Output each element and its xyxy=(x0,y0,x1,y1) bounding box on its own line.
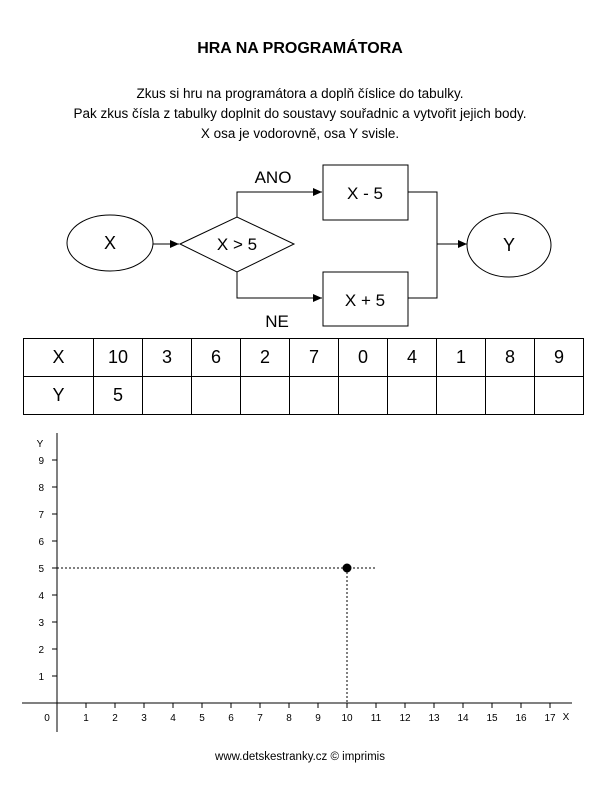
x-tick-label: 14 xyxy=(457,713,469,724)
yes-action-box xyxy=(323,165,408,220)
y-header: Y xyxy=(24,377,94,415)
x-tick-label: 7 xyxy=(257,713,263,724)
coordinate-grid xyxy=(0,425,600,735)
output-label: Y xyxy=(502,235,516,255)
condition-label: X > 5 xyxy=(216,235,258,254)
y-cell[interactable]: 5 xyxy=(94,377,143,415)
page-title: HRA NA PROGRAMÁTORA xyxy=(197,40,403,57)
no-action-box xyxy=(323,272,408,326)
x-tick-label: 3 xyxy=(141,713,147,724)
no-arrow xyxy=(237,272,322,298)
y-cell[interactable] xyxy=(241,377,290,415)
x-tick-label: 12 xyxy=(399,713,411,724)
y-cell[interactable] xyxy=(535,377,584,415)
y-cell[interactable] xyxy=(290,377,339,415)
y-tick-label: 1 xyxy=(38,672,44,683)
instruction-line-2: Pak zkus čísla z tabulky doplnit do soustavy souřadnic a vytvořit jejich body. xyxy=(73,106,527,121)
x-tick-label: 5 xyxy=(199,713,205,724)
footer-credit: www.detskestranky.cz © imprimis xyxy=(215,751,385,763)
x-tick-label: 8 xyxy=(286,713,292,724)
instruction-line-3: X osa je vodorovně, osa Y svisle. xyxy=(200,126,400,141)
y-cell[interactable] xyxy=(192,377,241,415)
x-tick-label: 9 xyxy=(315,713,321,724)
output-node xyxy=(467,213,551,277)
x-tick-label: 10 xyxy=(341,713,353,724)
no-label: NE xyxy=(265,312,289,331)
y-cell[interactable] xyxy=(486,377,535,415)
x-cell: 0 xyxy=(339,339,388,377)
input-label: X xyxy=(103,233,117,253)
x-cell: 3 xyxy=(143,339,192,377)
x-cell: 9 xyxy=(535,339,584,377)
instruction-line-1: Zkus si hru na programátora a doplň číslice do tabulky. xyxy=(136,86,464,101)
decision-node xyxy=(180,217,294,272)
x-header: X xyxy=(24,339,94,377)
x-tick-label: 15 xyxy=(486,713,498,724)
yes-arrow xyxy=(237,192,322,217)
x-tick-label: 6 xyxy=(228,713,234,724)
yes-action-label: X - 5 xyxy=(347,184,383,203)
merge-line xyxy=(408,192,437,298)
y-tick-label: 8 xyxy=(38,483,44,494)
y-tick-label: 9 xyxy=(38,456,44,467)
x-tick-label: 17 xyxy=(544,713,556,724)
x-row xyxy=(24,339,584,377)
x-tick-label: 2 xyxy=(112,713,118,724)
x-cell: 4 xyxy=(388,339,437,377)
instructions xyxy=(0,84,600,144)
y-tick-label: 4 xyxy=(38,591,44,602)
y-tick-label: 2 xyxy=(38,645,44,656)
x-cell: 10 xyxy=(94,339,143,377)
y-tick-label: 3 xyxy=(38,618,44,629)
flowchart xyxy=(0,160,600,335)
x-cell: 8 xyxy=(486,339,535,377)
x-ticks xyxy=(83,703,556,724)
x-tick-label: 11 xyxy=(370,713,382,724)
example-point-group xyxy=(57,564,375,704)
x-tick-label: 1 xyxy=(83,713,89,724)
y-row xyxy=(24,377,584,415)
x-cell: 6 xyxy=(192,339,241,377)
y-cell[interactable] xyxy=(388,377,437,415)
x-tick-label: 16 xyxy=(515,713,527,724)
no-action-label: X + 5 xyxy=(344,291,386,310)
y-tick-label: 7 xyxy=(38,510,44,521)
x-cell: 7 xyxy=(290,339,339,377)
y-cell[interactable] xyxy=(437,377,486,415)
y-cell[interactable] xyxy=(143,377,192,415)
input-node xyxy=(67,215,153,271)
example-point xyxy=(343,564,352,573)
value-table xyxy=(23,338,584,415)
y-tick-label: 5 xyxy=(38,564,44,575)
y-cell[interactable] xyxy=(339,377,388,415)
y-ticks xyxy=(38,456,57,683)
x-tick-label: 13 xyxy=(428,713,440,724)
origin-label: 0 xyxy=(44,713,50,724)
x-axis-label: X xyxy=(562,712,570,723)
x-cell: 1 xyxy=(437,339,486,377)
y-tick-label: 6 xyxy=(38,537,44,548)
yes-label: ANO xyxy=(254,168,292,187)
x-tick-label: 4 xyxy=(170,713,176,724)
y-axis-label: Y xyxy=(36,439,44,450)
x-cell: 2 xyxy=(241,339,290,377)
